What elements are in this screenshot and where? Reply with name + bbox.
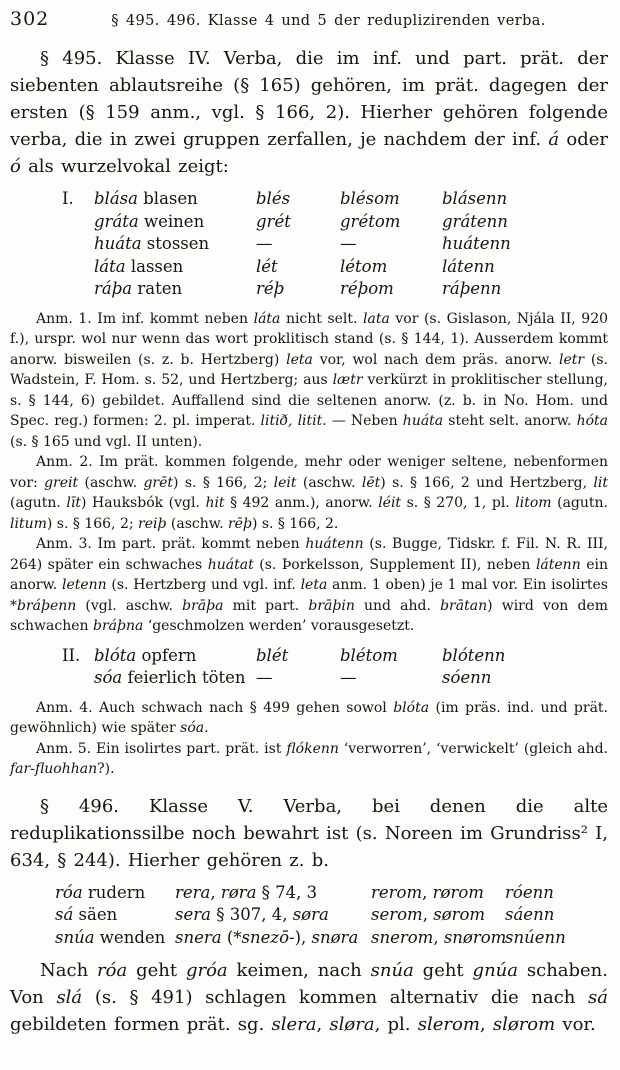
paragraph-496: § 496. Klasse V. Verba, bei denen die alte reduplikationssilbe noch bewahrt ist (s. Noreen im Grundriss² I, 634, § 244). Hierher gehören z. b. [10, 795, 608, 871]
verb-pret-sg: blét [256, 645, 289, 665]
verb-infinitive-gloss: láta lassen [94, 256, 184, 276]
verb-pret-pl: serom, sørom [371, 905, 486, 924]
verb-table-group-2 [10, 645, 608, 690]
verb-pret-sg: grét [256, 211, 291, 231]
verb-pret-sg: sera § 307, 4, søra [175, 905, 329, 924]
table-row [55, 882, 608, 905]
verb-pret-pl: réþom [340, 279, 394, 298]
verb-pret-pl: blésom [340, 189, 400, 208]
table-row [62, 667, 608, 690]
verb-infinitive-gloss: ráþa raten [94, 279, 183, 298]
table-row [55, 927, 608, 950]
verb-pret-pl: — [340, 234, 357, 253]
verb-participle: snúenn [505, 927, 566, 947]
table-row [62, 278, 608, 301]
verb-infinitive-gloss: róa rudern [55, 882, 146, 902]
verb-infinitive-gloss: sóa feierlich töten [94, 668, 246, 687]
running-title: § 495. 496. Klasse 4 und 5 der reduplizirenden verba. [111, 13, 546, 29]
group-numeral: II. [62, 645, 81, 665]
table-row [62, 645, 608, 668]
annotation-2: Anm. 2. Im prät. kommen folgende, mehr oder weniger seltene, nebenformen vor: greit (aschw. grēt) s. § 166, 2; leit (aschw. lēt) s. § 166, 2 und Hertzberg, lit (agutn. līt) Hauksbók (vgl. hit § 492 anm.), anorw. léit s. § 270, 1, pl. litom (agutn. litum) s. § 166, 2; reiþ (aschw. rēþ) s. § 166, 2. [10, 454, 608, 532]
annotation-4: Anm. 4. Auch schwach nach § 499 gehen sowol blóta (im präs. ind. und prät. gewöhnlich) wie später sóa. [10, 699, 608, 736]
verb-participle: grátenn [442, 211, 508, 231]
table-row [62, 233, 608, 256]
verb-infinitive-gloss: sá säen [55, 905, 118, 924]
running-header [10, 8, 608, 30]
verb-infinitive-gloss: blóta opfern [94, 645, 197, 665]
table-row [62, 256, 608, 279]
verb-pret-sg: blés [256, 189, 291, 208]
table-row [62, 211, 608, 234]
verb-infinitive-gloss: gráta weinen [94, 211, 205, 231]
verb-participle: róenn [505, 882, 554, 902]
verb-participle: ráþenn [442, 279, 502, 298]
verb-pret-sg: snera (*snezō-), snøra [175, 927, 359, 947]
group-numeral: I. [62, 189, 74, 208]
verb-infinitive-gloss: snúa wenden [55, 927, 166, 947]
table-row [62, 188, 608, 211]
verb-pret-sg: lét [256, 256, 278, 276]
verb-pret-sg: — [256, 234, 273, 253]
verb-pret-pl: létom [340, 256, 388, 276]
verb-infinitive-gloss: huáta stossen [94, 234, 210, 253]
verb-pret-sg: rera, røra § 74, 3 [175, 882, 318, 902]
verb-pret-pl: grétom [340, 211, 401, 231]
verb-participle: látenn [442, 256, 495, 276]
closing-paragraph: Nach róa geht gróa keimen, nach snúa geht gnúa schaben. Von slá (s. § 491) schlagen kommen alternativ die nach sá gebildeten formen prät. sg. slera, sløra, pl. slerom, slørom vor. [10, 960, 609, 1035]
verb-table-group-3 [10, 882, 608, 950]
verb-participle: sáenn [505, 905, 555, 924]
verb-participle: blótenn [442, 645, 506, 665]
annotation-3: Anm. 3. Im part. prät. kommt neben huátenn (s. Bugge, Tidskr. f. Fil. N. R. III, 264) später ein schwaches huátat (s. Þorkelsson, Supplement II), neben látenn ein anorw. letenn (s. Hertzberg und vgl. inf. leta anm. 1 oben) je 1 mal vor. Ein isolirtes *bráþenn (vgl. aschw. brāþa mit part. brāþin und ahd. brātan) wird von dem schwachen bráþna ‘geschmolzen werden’ vorausgesetzt. [10, 536, 609, 634]
verb-infinitive-gloss: blása blasen [94, 189, 198, 208]
verb-pret-sg: réþ [256, 279, 285, 298]
verb-pret-sg: — [256, 668, 273, 687]
verb-pret-pl: rerom, rørom [371, 882, 484, 902]
page-number: 302 [10, 8, 50, 30]
verb-pret-pl: — [340, 668, 357, 687]
verb-pret-pl: blétom [340, 645, 398, 665]
annotation-1: Anm. 1. Im inf. kommt neben láta nicht selt. lata vor (s. Gislason, Njála II, 920 f.), urspr. wol nur wenn das wort proklitisch stand (s. § 144, 1). Ausserdem kommt anorw. bisweilen (s. z. b. Hertzberg) leta vor, wol nach dem präs. anorw. letr (s. Wadstein, F. Hom. s. 52, und Hertzberg; aus lætr verkürzt in proklitischer stellung, s. § 144, 6) gebildet. Auffallend sind die seltenen anorw. (z. b. in No. Hom. und Spec. reg.) formen: 2. pl. imperat. litið, litit. — Neben huáta steht selt. anorw. hóta (s. § 165 und vgl. II unten). [10, 310, 609, 450]
verb-pret-pl: snerom, snørom [371, 927, 507, 947]
paragraph-495: § 495. Klasse IV. Verba, die im inf. und part. prät. der siebenten ablautsreihe (§ 165) gehören, im prät. dagegen der ersten (§ 159 anm., vgl. § 166, 2). Hierher gehören folgende verba, die in zwei gruppen zerfallen, je nachdem der inf. á oder ó als wurzelvokal zeigt: [10, 48, 609, 177]
verb-table-group-1 [10, 188, 608, 301]
table-row [55, 904, 608, 927]
verb-participle: blásenn [442, 189, 508, 208]
annotation-5: Anm. 5. Ein isolirtes part. prät. ist flókenn ‘verworren’, ‘verwickelt’ (gleich ahd. far-fluohhan?). [10, 740, 608, 777]
verb-participle: huátenn [442, 234, 511, 253]
verb-participle: sóenn [442, 668, 492, 687]
